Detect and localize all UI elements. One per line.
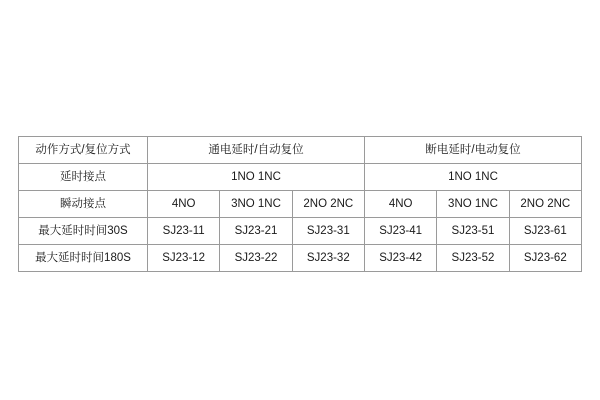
instant-contact-1: 4NO — [148, 191, 220, 218]
row-label-action-reset-mode: 动作方式/复位方式 — [19, 137, 148, 164]
row-label-max-delay-30s: 最大延时时间30S — [19, 218, 148, 245]
row-label-delay-contact: 延时接点 — [19, 164, 148, 191]
spec-table-body — [19, 137, 582, 272]
model-30s-1: SJ23-11 — [148, 218, 220, 245]
table-row — [19, 164, 582, 191]
group-header-energize-delay: 通电延时/自动复位 — [148, 137, 365, 164]
instant-contact-3: 2NO 2NC — [292, 191, 364, 218]
row-label-instant-contact: 瞬动接点 — [19, 191, 148, 218]
delay-contact-right: 1NO 1NC — [364, 164, 581, 191]
model-180s-2: SJ23-22 — [220, 245, 292, 272]
instant-contact-6: 2NO 2NC — [509, 191, 581, 218]
table-row — [19, 218, 582, 245]
model-180s-5: SJ23-52 — [437, 245, 509, 272]
row-label-max-delay-180s: 最大延时时间180S — [19, 245, 148, 272]
table-row — [19, 191, 582, 218]
model-30s-5: SJ23-51 — [437, 218, 509, 245]
delay-contact-left: 1NO 1NC — [148, 164, 365, 191]
instant-contact-5: 3NO 1NC — [437, 191, 509, 218]
table-row — [19, 245, 582, 272]
table-row — [19, 137, 582, 164]
model-30s-4: SJ23-41 — [364, 218, 436, 245]
model-30s-6: SJ23-61 — [509, 218, 581, 245]
model-180s-4: SJ23-42 — [364, 245, 436, 272]
model-30s-3: SJ23-31 — [292, 218, 364, 245]
instant-contact-2: 3NO 1NC — [220, 191, 292, 218]
model-180s-3: SJ23-32 — [292, 245, 364, 272]
instant-contact-4: 4NO — [364, 191, 436, 218]
group-header-deenergize-delay: 断电延时/电动复位 — [364, 137, 581, 164]
model-30s-2: SJ23-21 — [220, 218, 292, 245]
model-180s-1: SJ23-12 — [148, 245, 220, 272]
model-180s-6: SJ23-62 — [509, 245, 581, 272]
relay-spec-table — [18, 136, 582, 272]
spec-table-container — [18, 136, 582, 272]
